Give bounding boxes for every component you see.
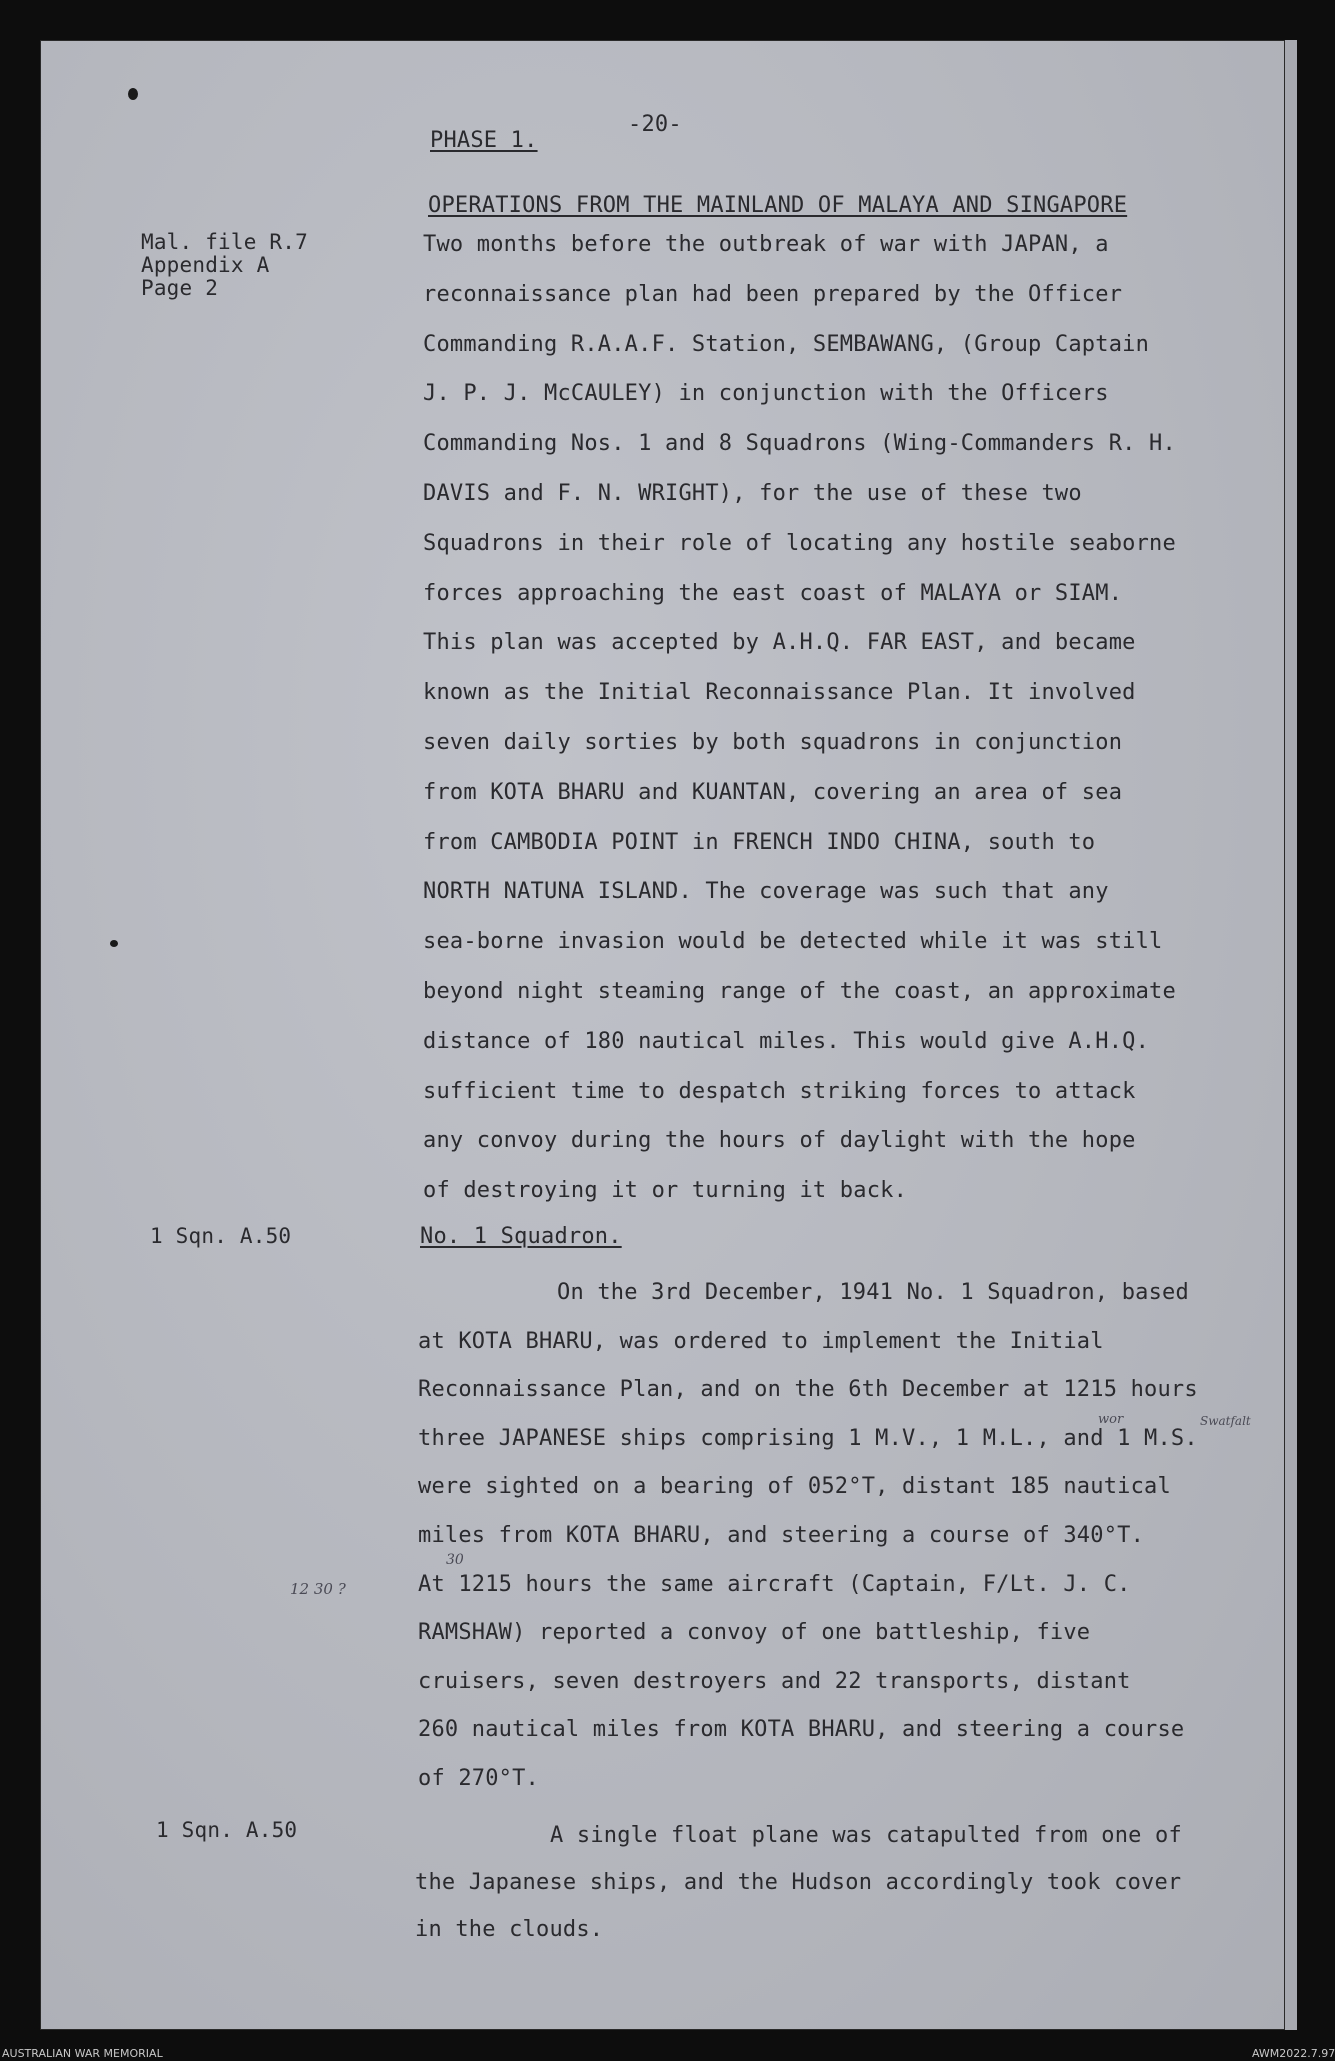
text-line: reconnaissance plan had been prepared by the Officer bbox=[423, 281, 1123, 307]
handwritten-annotation: 30 bbox=[446, 1552, 464, 1568]
text-line: were sighted on a bearing of 052°T, distant 185 nautical bbox=[418, 1474, 1171, 1500]
handwritten-annotation: Swatfalt bbox=[1200, 1414, 1251, 1428]
footer-right: AWM2022.7.97 bbox=[1252, 2047, 1335, 2060]
footer-left: AUSTRALIAN WAR MEMORIAL bbox=[2, 2047, 163, 2060]
handwritten-annotation: wor bbox=[1098, 1412, 1124, 1427]
text-line: beyond night steaming range of the coast, an approximate bbox=[423, 979, 1176, 1004]
text-line: Commanding R.A.A.F. Station, SEMBAWANG, (Group Captain bbox=[423, 331, 1150, 357]
text-line: cruisers, seven destroyers and 22 transports, distant bbox=[418, 1668, 1131, 1694]
margin-reference: Page 2 bbox=[141, 276, 219, 300]
text-line: from KOTA BHARU and KUANTAN, covering an area of sea bbox=[423, 779, 1123, 805]
text-line: Two months before the outbreak of war with JAPAN, a bbox=[423, 232, 1109, 257]
text-line: forces approaching the east coast of MALAYA or SIAM. bbox=[423, 580, 1123, 606]
margin-reference: 1 Sqn. A.50 bbox=[150, 1224, 292, 1248]
text-line: at KOTA BHARU, was ordered to implement the Initial bbox=[418, 1328, 1104, 1354]
margin-reference: Appendix A bbox=[141, 253, 270, 277]
text-line: of 270°T. bbox=[418, 1766, 540, 1791]
margin-reference: Mal. file R.7 bbox=[141, 230, 308, 254]
text-line: known as the Initial Reconnaissance Plan. It involved bbox=[423, 680, 1136, 706]
text-line: RAMSHAW) reported a convoy of one battleship, five bbox=[418, 1620, 1091, 1646]
text-line: This plan was accepted by A.H.Q. FAR EAST, and became bbox=[423, 630, 1136, 656]
attached-strip bbox=[1285, 40, 1297, 2030]
text-line: NORTH NATUNA ISLAND. The coverage was such that any bbox=[423, 879, 1109, 905]
phase-heading: PHASE 1. bbox=[430, 128, 538, 153]
punch-hole bbox=[128, 88, 138, 100]
text-line: three JAPANESE ships comprising 1 M.V., 1 M.L., and 1 M.S. bbox=[418, 1425, 1198, 1451]
text-line: A single float plane was catapulted from one of bbox=[550, 1823, 1182, 1848]
margin-reference: 1 Sqn. A.50 bbox=[156, 1818, 298, 1842]
text-line: 260 nautical miles from KOTA BHARU, and steering a course bbox=[418, 1717, 1185, 1743]
text-line: DAVIS and F. N. WRIGHT), for the use of these two bbox=[423, 481, 1082, 506]
handwritten-annotation: 12 30 ? bbox=[290, 1580, 346, 1598]
text-line: Commanding Nos. 1 and 8 Squadrons (Wing-Commanders R. H. bbox=[423, 431, 1176, 457]
section-heading: OPERATIONS FROM THE MAINLAND OF MALAYA AND SINGAPORE bbox=[428, 193, 1128, 218]
text-line: Squadrons in their role of locating any hostile seaborne bbox=[423, 530, 1176, 556]
text-line: sea-borne invasion would be detected while it was still bbox=[423, 929, 1163, 955]
text-line: At 1215 hours the same aircraft (Captain, F/Lt. J. C. bbox=[418, 1571, 1131, 1597]
text-line: miles from KOTA BHARU, and steering a course of 340°T. bbox=[418, 1523, 1145, 1548]
text-line: distance of 180 nautical miles. This would give A.H.Q. bbox=[423, 1028, 1150, 1054]
punch-hole bbox=[110, 940, 118, 947]
text-line: On the 3rd December, 1941 No. 1 Squadron, based bbox=[557, 1280, 1189, 1305]
text-line: any convoy during the hours of daylight with the hope bbox=[423, 1128, 1136, 1154]
text-line: seven daily sorties by both squadrons in conjunction bbox=[423, 730, 1123, 755]
squadron-heading: No. 1 Squadron. bbox=[420, 1224, 622, 1249]
text-line: of destroying it or turning it back. bbox=[423, 1178, 908, 1204]
text-line: J. P. J. McCAULEY) in conjunction with the Officers bbox=[423, 381, 1109, 407]
page-number: -20- bbox=[628, 112, 682, 137]
text-line: sufficient time to despatch striking forces to attack bbox=[423, 1078, 1136, 1104]
text-line: from CAMBODIA POINT in FRENCH INDO CHINA, south to bbox=[423, 829, 1096, 855]
text-line: the Japanese ships, and the Hudson accordingly took cover bbox=[415, 1870, 1182, 1895]
text-line: in the clouds. bbox=[415, 1917, 604, 1942]
text-line: Reconnaissance Plan, and on the 6th December at 1215 hours bbox=[418, 1377, 1198, 1403]
